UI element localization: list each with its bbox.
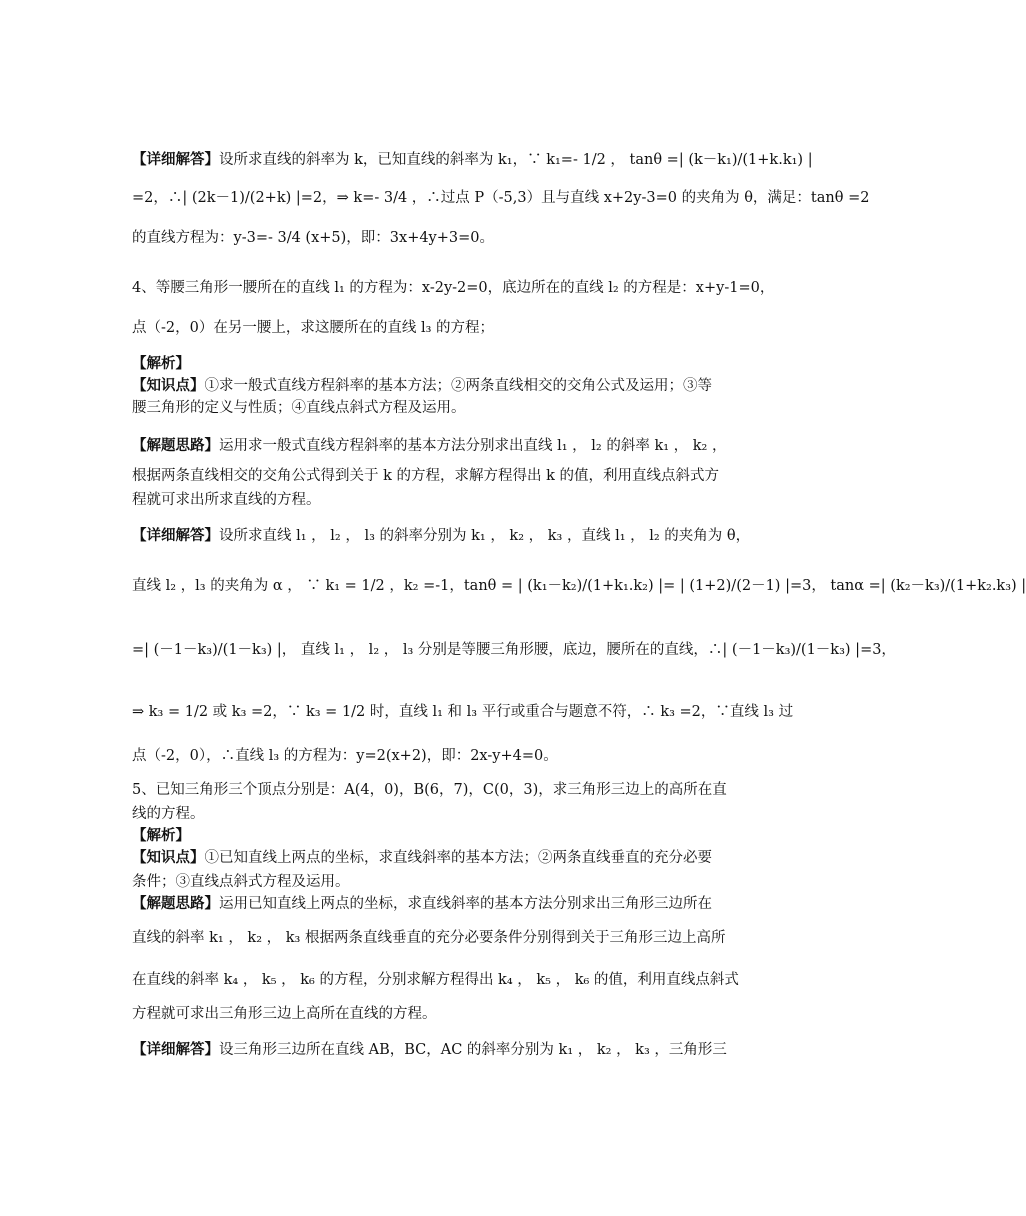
q4-question-line-2: 点（-2，0）在另一腰上，求这腰所在的直线 l₃ 的方程； — [132, 320, 495, 336]
q4-knowledge-text-1: ①求一般式直线方程斜率的基本方法；②两条直线相交的交角公式及运用；③等 — [204, 378, 712, 394]
q4-analysis-heading: 【解析】 — [132, 355, 190, 372]
p3-detail-text-1: 设所求直线的斜率为 k，已知直线的斜率为 k₁，∵ k₁=- 1/2 ， tanθ =| (k－k₁)/(1+k.k₁) | — [219, 152, 813, 168]
q5-knowledge-line-1 — [132, 848, 736, 868]
q5-detail-line-1 — [132, 1040, 736, 1060]
q4-detail-line-5: 点（-2，0），∴直线 l₃ 的方程为：y=2(x+2)，即：2x-y+4=0。 — [132, 748, 558, 764]
q4-idea-text-1: 运用求一般式直线方程斜率的基本方法分别求出直线 l₁ ， l₂ 的斜率 k₁ ， k₂ ， — [219, 438, 727, 454]
q5-analysis-heading: 【解析】 — [132, 827, 190, 844]
q5-idea-text-1: 运用已知直线上两点的坐标，求直线斜率的基本方法分别求出三角形三边所在 — [219, 896, 712, 912]
q4-idea-line-3: 程就可求出所求直线的方程。 — [132, 492, 321, 508]
detail-answer-tag: 【详细解答】 — [132, 527, 219, 544]
q4-detail-line-3: =| (－1－k₃)/(1－k₃) |， 直线 l₁ ， l₂ ， l₃ 分别是等腰三角形腰，底边，腰所在的直线，∴| (－1－k₃)/(1－k₃) |=3， — [132, 642, 896, 658]
p3-detail-line-3: 的直线方程为：y-3=- 3/4 (x+5)，即：3x+4y+3=0。 — [132, 230, 495, 246]
q4-detail-text-1: 设所求直线 l₁ ， l₂ ， l₃ 的斜率分别为 k₁ ， k₂ ， k₃ ，直线 l₁ ， l₂ 的夹角为 θ， — [219, 528, 751, 544]
q4-question-line-1: 4、等腰三角形一腰所在的直线 l₁ 的方程为：x-2y-2=0，底边所在的直线 l₂ 的方程是：x+y-1=0， — [132, 280, 775, 296]
q5-knowledge-text-1: ①已知直线上两点的坐标，求直线斜率的基本方法；②两条直线垂直的充分必要 — [204, 850, 712, 866]
q4-detail-line-2: 直线 l₂ ，l₃ 的夹角为 α ， ∵ k₁ = 1/2 ，k₂ =-1，tanθ = | (k₁－k₂)/(1+k₁.k₂) |= | (1+2)/(2－1) |=3， tanα =| (k₂－k₃)/(1+k₂.k₃) | — [132, 578, 1026, 594]
q4-idea-line-2: 根据两条直线相交的交角公式得到关于 k 的方程，求解方程得出 k 的值，利用直线点斜式方 — [132, 468, 720, 484]
q5-detail-text-1: 设三角形三边所在直线 AB，BC，AC 的斜率分别为 k₁ ， k₂ ， k₃ ，三角形三 — [219, 1042, 727, 1058]
q5-question-line-1: 5、已知三角形三个顶点分别是：A(4，0)，B(6，7)，C(0，3)，求三角形三边上的高所在直 — [132, 782, 727, 798]
q4-detail-line-4: ⇒ k₃ = 1/2 或 k₃ =2，∵ k₃ = 1/2 时，直线 l₁ 和 l₃ 平行或重合与题意不符，∴ k₃ =2，∵直线 l₃ 过 — [132, 704, 794, 720]
q5-knowledge-line-2: 条件；③直线点斜式方程及运用。 — [132, 874, 350, 890]
knowledge-point-tag: 【知识点】 — [132, 377, 205, 394]
solution-idea-tag: 【解题思路】 — [132, 437, 219, 454]
solution-idea-tag: 【解题思路】 — [132, 895, 219, 912]
q4-idea-line-1 — [132, 436, 736, 456]
q4-detail-line-1 — [132, 526, 751, 546]
p3-detail-line-2: =2，∴| (2k－1)/(2+k) |=2，⇒ k=- 3/4 ，∴过点 P（-5,3）且与直线 x+2y-3=0 的夹角为 θ，满足：tanθ =2 — [132, 190, 870, 206]
knowledge-point-tag: 【知识点】 — [132, 849, 205, 866]
q5-idea-line-4: 方程就可求出三角形三边上高所在直线的方程。 — [132, 1006, 437, 1022]
q4-knowledge-line-1 — [132, 376, 736, 396]
q5-idea-line-2: 直线的斜率 k₁ ， k₂ ， k₃ 根据两条直线垂直的充分必要条件分别得到关于三角形三边上高所 — [132, 930, 726, 946]
detail-answer-tag: 【详细解答】 — [132, 151, 219, 168]
detail-answer-tag: 【详细解答】 — [132, 1041, 219, 1058]
q4-knowledge-line-2: 腰三角形的定义与性质；④直线点斜式方程及运用。 — [132, 400, 466, 416]
q5-question-line-2: 线的方程。 — [132, 806, 205, 822]
q5-idea-line-3: 在直线的斜率 k₄ ， k₅ ， k₆ 的方程，分别求解方程得出 k₄ ， k₅ ， k₆ 的值，利用直线点斜式 — [132, 972, 739, 988]
p3-detail-line-1 — [132, 150, 813, 170]
q5-idea-line-1 — [132, 894, 736, 914]
